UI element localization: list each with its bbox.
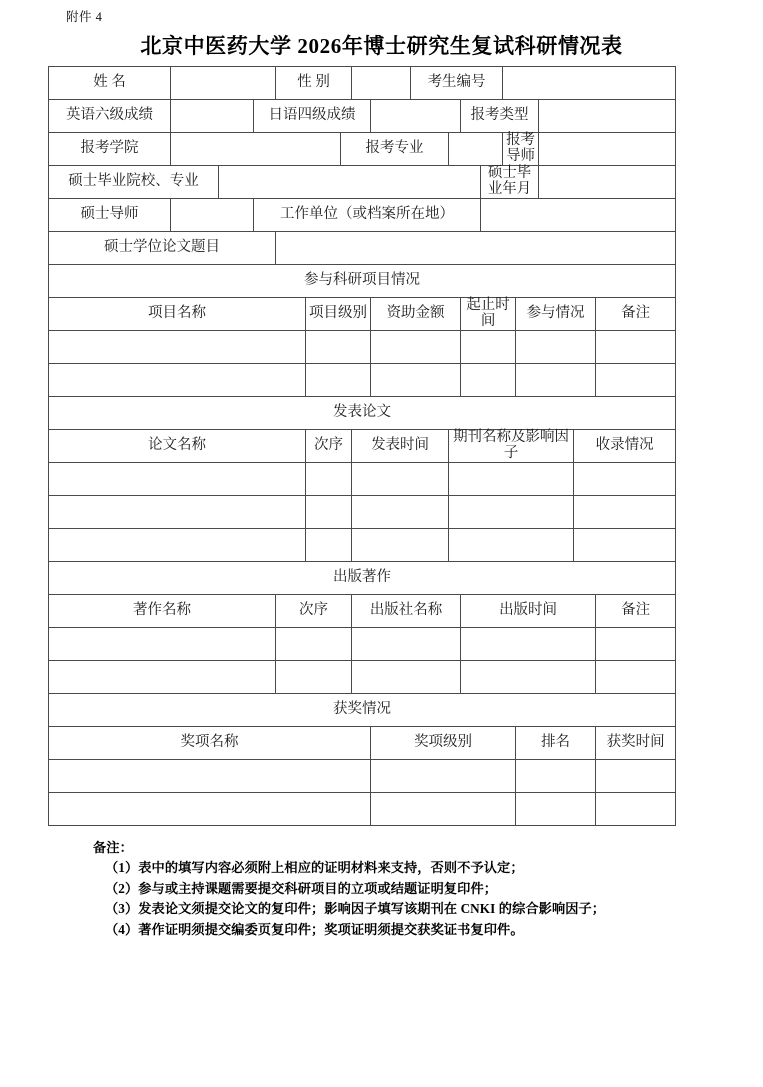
section-title-projects: 参与科研项目情况: [49, 265, 676, 298]
field-master-school-major[interactable]: [219, 166, 481, 199]
col-book-date: 出版时间: [461, 595, 596, 628]
form-table-wrapper: [48, 66, 675, 826]
table-header-projects: [49, 298, 676, 331]
cell-award-date[interactable]: [596, 793, 676, 826]
label-master-advisor: 硕士导师: [49, 199, 171, 232]
section-title-books: 出版著作: [49, 562, 676, 595]
cell-paper-indexing[interactable]: [574, 463, 676, 496]
label-candidate-no: 考生编号: [411, 67, 503, 100]
field-apply-advisor[interactable]: [539, 133, 676, 166]
cell-book-name[interactable]: [49, 661, 276, 694]
field-apply-major[interactable]: [449, 133, 503, 166]
label-work-unit: 工作单位（或档案所在地）: [254, 199, 481, 232]
cell-award-rank[interactable]: [516, 760, 596, 793]
field-apply-college[interactable]: [171, 133, 341, 166]
note-item-3: （3）发表论文须提交论文的复印件；影响因子填写该期刊在 CNKI 的综合影响因子；: [105, 901, 606, 917]
note-item-4: （4）著作证明须提交编委页复印件；奖项证明须提交获奖证书复印件。: [105, 921, 524, 937]
col-project-remark: 备注: [596, 298, 676, 331]
label-apply-type: 报考类型: [461, 100, 539, 133]
cell-book-name[interactable]: [49, 628, 276, 661]
col-paper-journal-if: 期刊名称及影响因子: [449, 430, 574, 463]
cell-paper-indexing[interactable]: [574, 496, 676, 529]
cell-book-date[interactable]: [461, 661, 596, 694]
label-gender: 性 别: [276, 67, 352, 100]
attachment-label: 附件 4: [66, 10, 103, 24]
cell-paper-journal-if[interactable]: [449, 463, 574, 496]
cell-paper-date[interactable]: [352, 496, 449, 529]
table-row-award: [49, 760, 676, 793]
cell-book-order[interactable]: [276, 628, 352, 661]
label-apply-college: 报考学院: [49, 133, 171, 166]
table-row-language-scores: [49, 100, 676, 133]
cell-project-period[interactable]: [461, 364, 516, 397]
cell-project-funding[interactable]: [371, 331, 461, 364]
cell-project-funding[interactable]: [371, 364, 461, 397]
cell-award-name[interactable]: [49, 793, 371, 826]
section-header-books: [49, 562, 676, 595]
cell-book-order[interactable]: [276, 661, 352, 694]
col-paper-indexing: 收录情况: [574, 430, 676, 463]
col-paper-name: 论文名称: [49, 430, 306, 463]
label-master-school-major: 硕士毕业院校、专业: [49, 166, 219, 199]
cell-paper-journal-if[interactable]: [449, 529, 574, 562]
col-project-participation: 参与情况: [516, 298, 596, 331]
label-jlpt4: 日语四级成绩: [254, 100, 371, 133]
cell-project-participation[interactable]: [516, 331, 596, 364]
cell-paper-order[interactable]: [306, 529, 352, 562]
cell-paper-journal-if[interactable]: [449, 496, 574, 529]
col-award-level: 奖项级别: [371, 727, 516, 760]
table-row-book: [49, 661, 676, 694]
cell-paper-name[interactable]: [49, 496, 306, 529]
table-row-paper: [49, 463, 676, 496]
table-row-project: [49, 331, 676, 364]
page-title: 北京中医药大学 2026年博士研究生复试科研情况表: [140, 34, 623, 58]
field-jlpt4[interactable]: [371, 100, 461, 133]
table-row-paper: [49, 496, 676, 529]
section-title-papers: 发表论文: [49, 397, 676, 430]
table-row-master-advisor: [49, 199, 676, 232]
label-apply-advisor: 报考导师: [503, 133, 539, 166]
section-header-projects: [49, 265, 676, 298]
table-row-award: [49, 793, 676, 826]
cell-paper-indexing[interactable]: [574, 529, 676, 562]
cell-project-remark[interactable]: [596, 364, 676, 397]
notes-title: 备注：: [93, 840, 133, 855]
col-book-name: 著作名称: [49, 595, 276, 628]
section-header-papers: [49, 397, 676, 430]
table-row-project: [49, 364, 676, 397]
label-apply-major: 报考专业: [341, 133, 449, 166]
note-item-1: （1）表中的填写内容必须附上相应的证明材料来支持，否则不予认定；: [105, 860, 524, 876]
table-row-book: [49, 628, 676, 661]
label-master-thesis: 硕士学位论文题目: [49, 232, 276, 265]
cell-project-level[interactable]: [306, 364, 371, 397]
cell-paper-name[interactable]: [49, 463, 306, 496]
table-header-books: [49, 595, 676, 628]
label-cet6: 英语六级成绩: [49, 100, 171, 133]
field-master-advisor[interactable]: [171, 199, 254, 232]
cell-project-period[interactable]: [461, 331, 516, 364]
table-header-awards: [49, 727, 676, 760]
field-gender[interactable]: [352, 67, 411, 100]
cell-book-publisher[interactable]: [352, 661, 461, 694]
cell-award-name[interactable]: [49, 760, 371, 793]
section-title-awards: 获奖情况: [49, 694, 676, 727]
field-name[interactable]: [171, 67, 276, 100]
cell-award-level[interactable]: [371, 760, 516, 793]
table-row-apply-info: [49, 133, 676, 166]
field-cet6[interactable]: [171, 100, 254, 133]
label-name: 姓 名: [49, 67, 171, 100]
cell-project-level[interactable]: [306, 331, 371, 364]
cell-paper-date[interactable]: [352, 529, 449, 562]
table-row-name: [49, 67, 676, 100]
col-paper-order: 次序: [306, 430, 352, 463]
table-row-paper: [49, 529, 676, 562]
cell-project-participation[interactable]: [516, 364, 596, 397]
cell-book-remark[interactable]: [596, 661, 676, 694]
cell-award-date[interactable]: [596, 760, 676, 793]
col-award-rank: 排名: [516, 727, 596, 760]
col-book-publisher: 出版社名称: [352, 595, 461, 628]
col-project-period: 起止时间: [461, 298, 516, 331]
field-master-thesis[interactable]: [276, 232, 676, 265]
field-master-grad-date[interactable]: [539, 166, 676, 199]
cell-paper-date[interactable]: [352, 463, 449, 496]
col-award-date: 获奖时间: [596, 727, 676, 760]
table-header-papers: [49, 430, 676, 463]
table-row-master-thesis: [49, 232, 676, 265]
cell-award-rank[interactable]: [516, 793, 596, 826]
field-work-unit[interactable]: [481, 199, 676, 232]
section-header-awards: [49, 694, 676, 727]
field-candidate-no[interactable]: [503, 67, 676, 100]
cell-award-level[interactable]: [371, 793, 516, 826]
cell-paper-order[interactable]: [306, 496, 352, 529]
col-paper-date: 发表时间: [352, 430, 449, 463]
cell-project-name[interactable]: [49, 331, 306, 364]
cell-book-remark[interactable]: [596, 628, 676, 661]
research-info-form: [48, 66, 676, 826]
cell-book-date[interactable]: [461, 628, 596, 661]
notes-block: [93, 838, 703, 940]
label-master-grad-date: 硕士毕业年月: [481, 166, 539, 199]
cell-project-name[interactable]: [49, 364, 306, 397]
field-apply-type[interactable]: [539, 100, 676, 133]
col-book-remark: 备注: [596, 595, 676, 628]
note-item-2: （2）参与或主持课题需要提交科研项目的立项或结题证明复印件；: [105, 880, 498, 896]
col-project-level: 项目级别: [306, 298, 371, 331]
cell-project-remark[interactable]: [596, 331, 676, 364]
col-book-order: 次序: [276, 595, 352, 628]
table-row-master-school: [49, 166, 676, 199]
cell-paper-order[interactable]: [306, 463, 352, 496]
col-award-name: 奖项名称: [49, 727, 371, 760]
col-project-name: 项目名称: [49, 298, 306, 331]
cell-book-publisher[interactable]: [352, 628, 461, 661]
col-project-funding: 资助金额: [371, 298, 461, 331]
cell-paper-name[interactable]: [49, 529, 306, 562]
